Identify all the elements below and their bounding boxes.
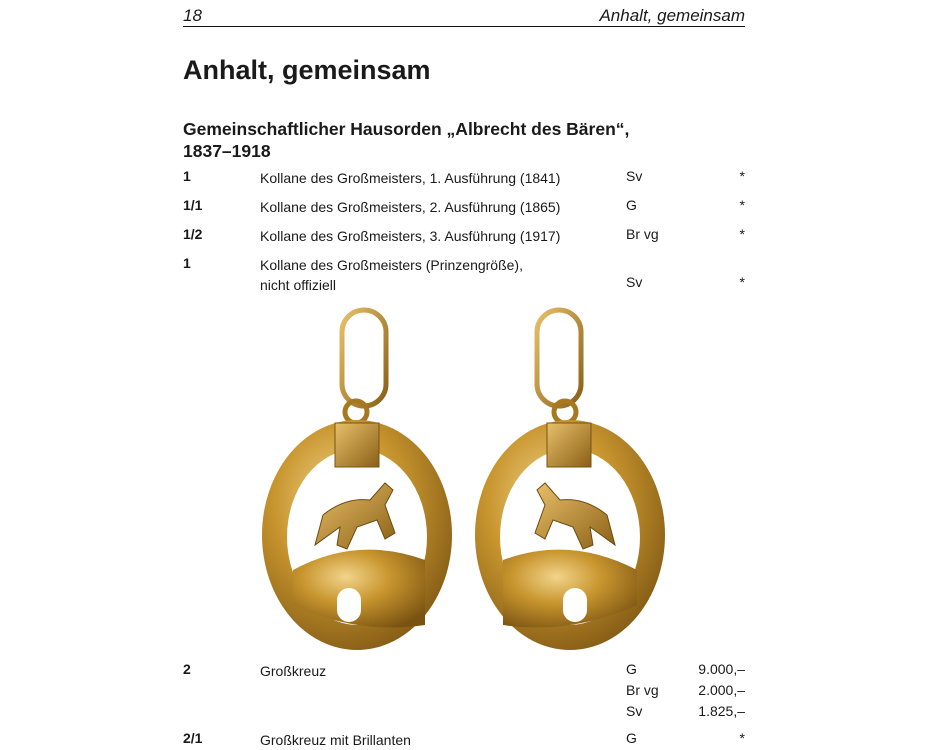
entry-number: 2: [183, 661, 191, 677]
entry-description: Kollane des Großmeisters, 2. Ausführung (1865): [260, 199, 561, 215]
entry-number: 1/2: [183, 226, 203, 242]
entry-value: *: [739, 226, 745, 242]
entry-material: Sv: [626, 168, 643, 184]
page-title: Anhalt, gemeinsam: [183, 55, 431, 85]
section-title-line2: 1837–1918: [183, 141, 271, 161]
entry-number: 1/1: [183, 197, 203, 213]
entry-material: G: [626, 197, 637, 213]
entry-value: *: [739, 197, 745, 213]
entry-material: Br vg: [626, 226, 659, 242]
entry-value: 1.825,–: [698, 703, 745, 719]
entry-value: 9.000,–: [698, 661, 745, 677]
medal-gate: [337, 588, 361, 622]
running-header: [183, 4, 745, 27]
medal-suspension-loop: [342, 310, 386, 406]
entry-material: Sv: [626, 274, 643, 290]
entry-material: G: [626, 730, 637, 746]
entry-material: G: [626, 661, 637, 677]
medal-crown-block: [547, 423, 591, 467]
entry-description: Großkreuz mit Brillanten: [260, 732, 411, 748]
medal-gate: [563, 588, 587, 622]
medal-photo: [245, 305, 705, 655]
section-title: [183, 118, 703, 162]
medal-crown-block: [335, 423, 379, 467]
entry-value: *: [739, 730, 745, 746]
entry-material: Sv: [626, 703, 643, 719]
entry-description: Großkreuz: [260, 663, 327, 679]
entry-description: Kollane des Großmeisters, 1. Ausführung (1841): [260, 170, 561, 186]
section-title-line1: Gemeinschaftlicher Hausorden „Albrecht des Bären“,: [183, 119, 630, 139]
entry-description-line2: nicht offiziell: [260, 277, 337, 293]
entry-description: [260, 255, 600, 295]
entry-number: 2/1: [183, 730, 203, 746]
medal-reverse: [475, 310, 665, 650]
entry-value: *: [739, 168, 745, 184]
entry-material: Br vg: [626, 682, 659, 698]
running-title: Anhalt, gemeinsam: [599, 6, 745, 25]
page-number: 18: [183, 6, 202, 25]
entry-value: *: [739, 274, 745, 290]
entry-value: 2.000,–: [698, 682, 745, 698]
entry-description-line1: Kollane des Großmeisters (Prinzengröße),: [260, 257, 523, 273]
entry-number: 1: [183, 168, 191, 184]
medal-suspension-loop: [537, 310, 581, 406]
entry-description: Kollane des Großmeisters, 3. Ausführung (1917): [260, 228, 561, 244]
medal-obverse: [262, 310, 452, 650]
entry-number: 1: [183, 255, 191, 271]
